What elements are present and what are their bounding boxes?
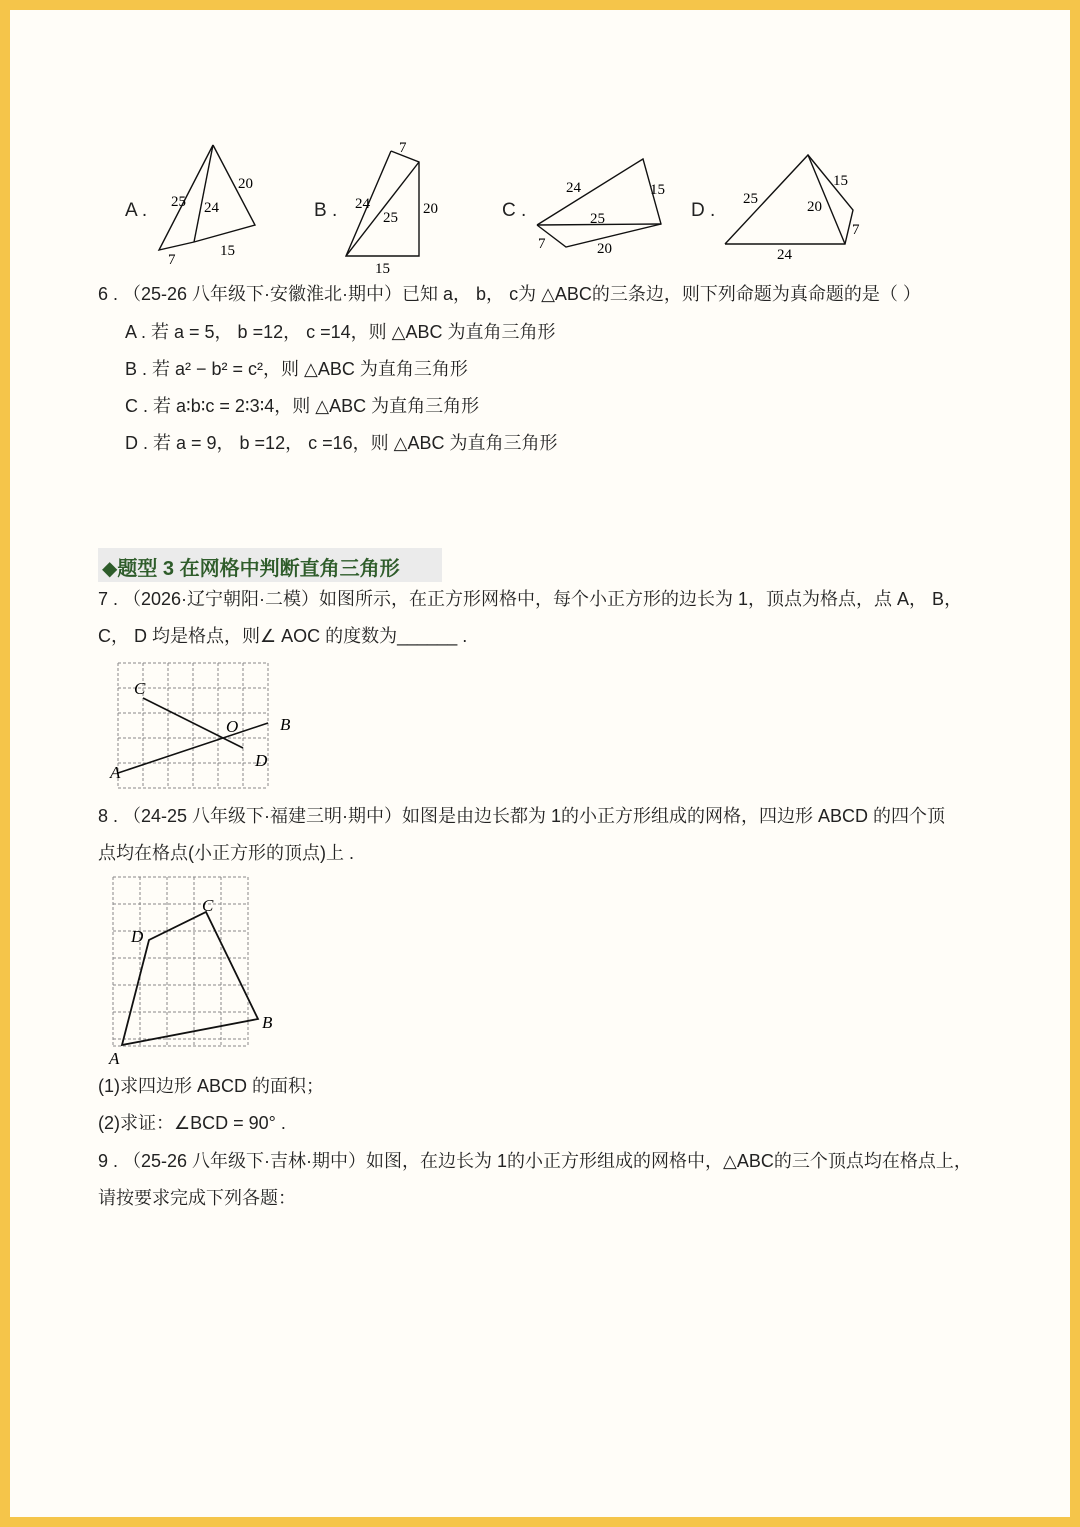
q5-figure-c xyxy=(530,140,690,260)
q7-line-2: C， D 均是格点，则∠ AOC 的度数为______ . xyxy=(98,626,468,646)
q5b-side-2: 24 xyxy=(355,196,370,212)
q7-label-a: A xyxy=(110,763,121,782)
q8-subquestion-2: (2)求证：∠BCD = 90° . xyxy=(98,1113,286,1133)
q5-option-c-label: C . xyxy=(502,200,527,221)
q7-label-o: O xyxy=(226,717,239,736)
q6-stem: 6 . （25-26 八年级下·安徽淮北·期中）已知 a， b， c为 △ABC的三条边，则下列命题为真命题的是（ ） xyxy=(98,284,921,304)
q6-option-d: D . 若 a = 9， b =12， c =16，则 △ABC 为直角三角形 xyxy=(125,433,558,453)
q6-option-c: C . 若 a∶b∶c = 2∶3∶4，则 △ABC 为直角三角形 xyxy=(125,396,480,416)
q5b-side-5: 15 xyxy=(375,261,390,277)
q7-label-d: D xyxy=(255,751,268,770)
q7-label-c: C xyxy=(134,679,146,698)
q5a-side-5: 15 xyxy=(220,243,235,259)
q5c-side-3: 25 xyxy=(590,211,605,227)
q7-label-b: B xyxy=(280,715,291,734)
q5b-side-1: 7 xyxy=(399,140,407,156)
q5-option-a-label: A . xyxy=(125,200,148,221)
q5a-side-3: 20 xyxy=(238,176,253,192)
q5d-side-4: 7 xyxy=(852,222,860,238)
q8-label-d: D xyxy=(131,927,144,946)
q5c-side-4: 7 xyxy=(538,236,546,252)
q8-label-c: C xyxy=(202,896,214,915)
q5-figure-a xyxy=(150,130,280,270)
q5d-side-1: 25 xyxy=(743,191,758,207)
q5d-side-5: 24 xyxy=(777,247,792,263)
q6-option-a: A . 若 a = 5， b =12， c =14，则 △ABC 为直角三角形 xyxy=(125,322,556,342)
worksheet-page xyxy=(10,10,1070,1517)
q5-option-d-label: D . xyxy=(691,200,716,221)
q5d-side-3: 15 xyxy=(833,173,848,189)
section-heading: ◆题型 3 在网格中判断直角三角形 xyxy=(102,558,400,580)
q8-line-1: 8 . （24-25 八年级下·福建三明·期中）如图是由边长都为 1的小正方形组成的网格，四边形 ABCD 的四个顶 xyxy=(98,806,946,826)
q5-option-b-label: B . xyxy=(314,200,338,221)
q6-option-b: B . 若 a² − b² = c²，则 △ABC 为直角三角形 xyxy=(125,359,468,379)
q5a-side-2: 24 xyxy=(204,200,219,216)
q5-figure-d xyxy=(715,135,875,265)
q8-line-2: 点均在格点(小正方形的顶点)上 . xyxy=(98,843,354,863)
q5a-side-4: 7 xyxy=(168,252,176,268)
q7-line-1: 7 . （2026·辽宁朝阳·二模）如图所示，在正方形网格中，每个小正方形的边长为 1，顶点为格点，点 A， B， xyxy=(98,589,963,609)
q8-grid-figure xyxy=(100,874,280,1069)
q5c-side-2: 15 xyxy=(650,182,665,198)
q5d-side-2: 20 xyxy=(807,199,822,215)
q5b-side-4: 20 xyxy=(423,201,438,217)
q5a-side-1: 25 xyxy=(171,194,186,210)
q8-subquestion-1: (1)求四边形 ABCD 的面积； xyxy=(98,1076,325,1096)
q9-line-1: 9 . （25-26 八年级下·吉林·期中）如图，在边长为 1的小正方形组成的网格中，△ABC的三个顶点均在格点上， xyxy=(98,1151,972,1171)
q5b-side-3: 25 xyxy=(383,210,398,226)
q5c-side-1: 24 xyxy=(566,180,581,196)
q7-grid-figure xyxy=(100,658,300,798)
q9-line-2: 请按要求完成下列各题： xyxy=(98,1188,296,1208)
q8-label-b: B xyxy=(262,1013,273,1032)
q5c-side-5: 20 xyxy=(597,241,612,257)
q8-label-a: A xyxy=(109,1049,120,1068)
q5-figure-b xyxy=(335,130,465,280)
